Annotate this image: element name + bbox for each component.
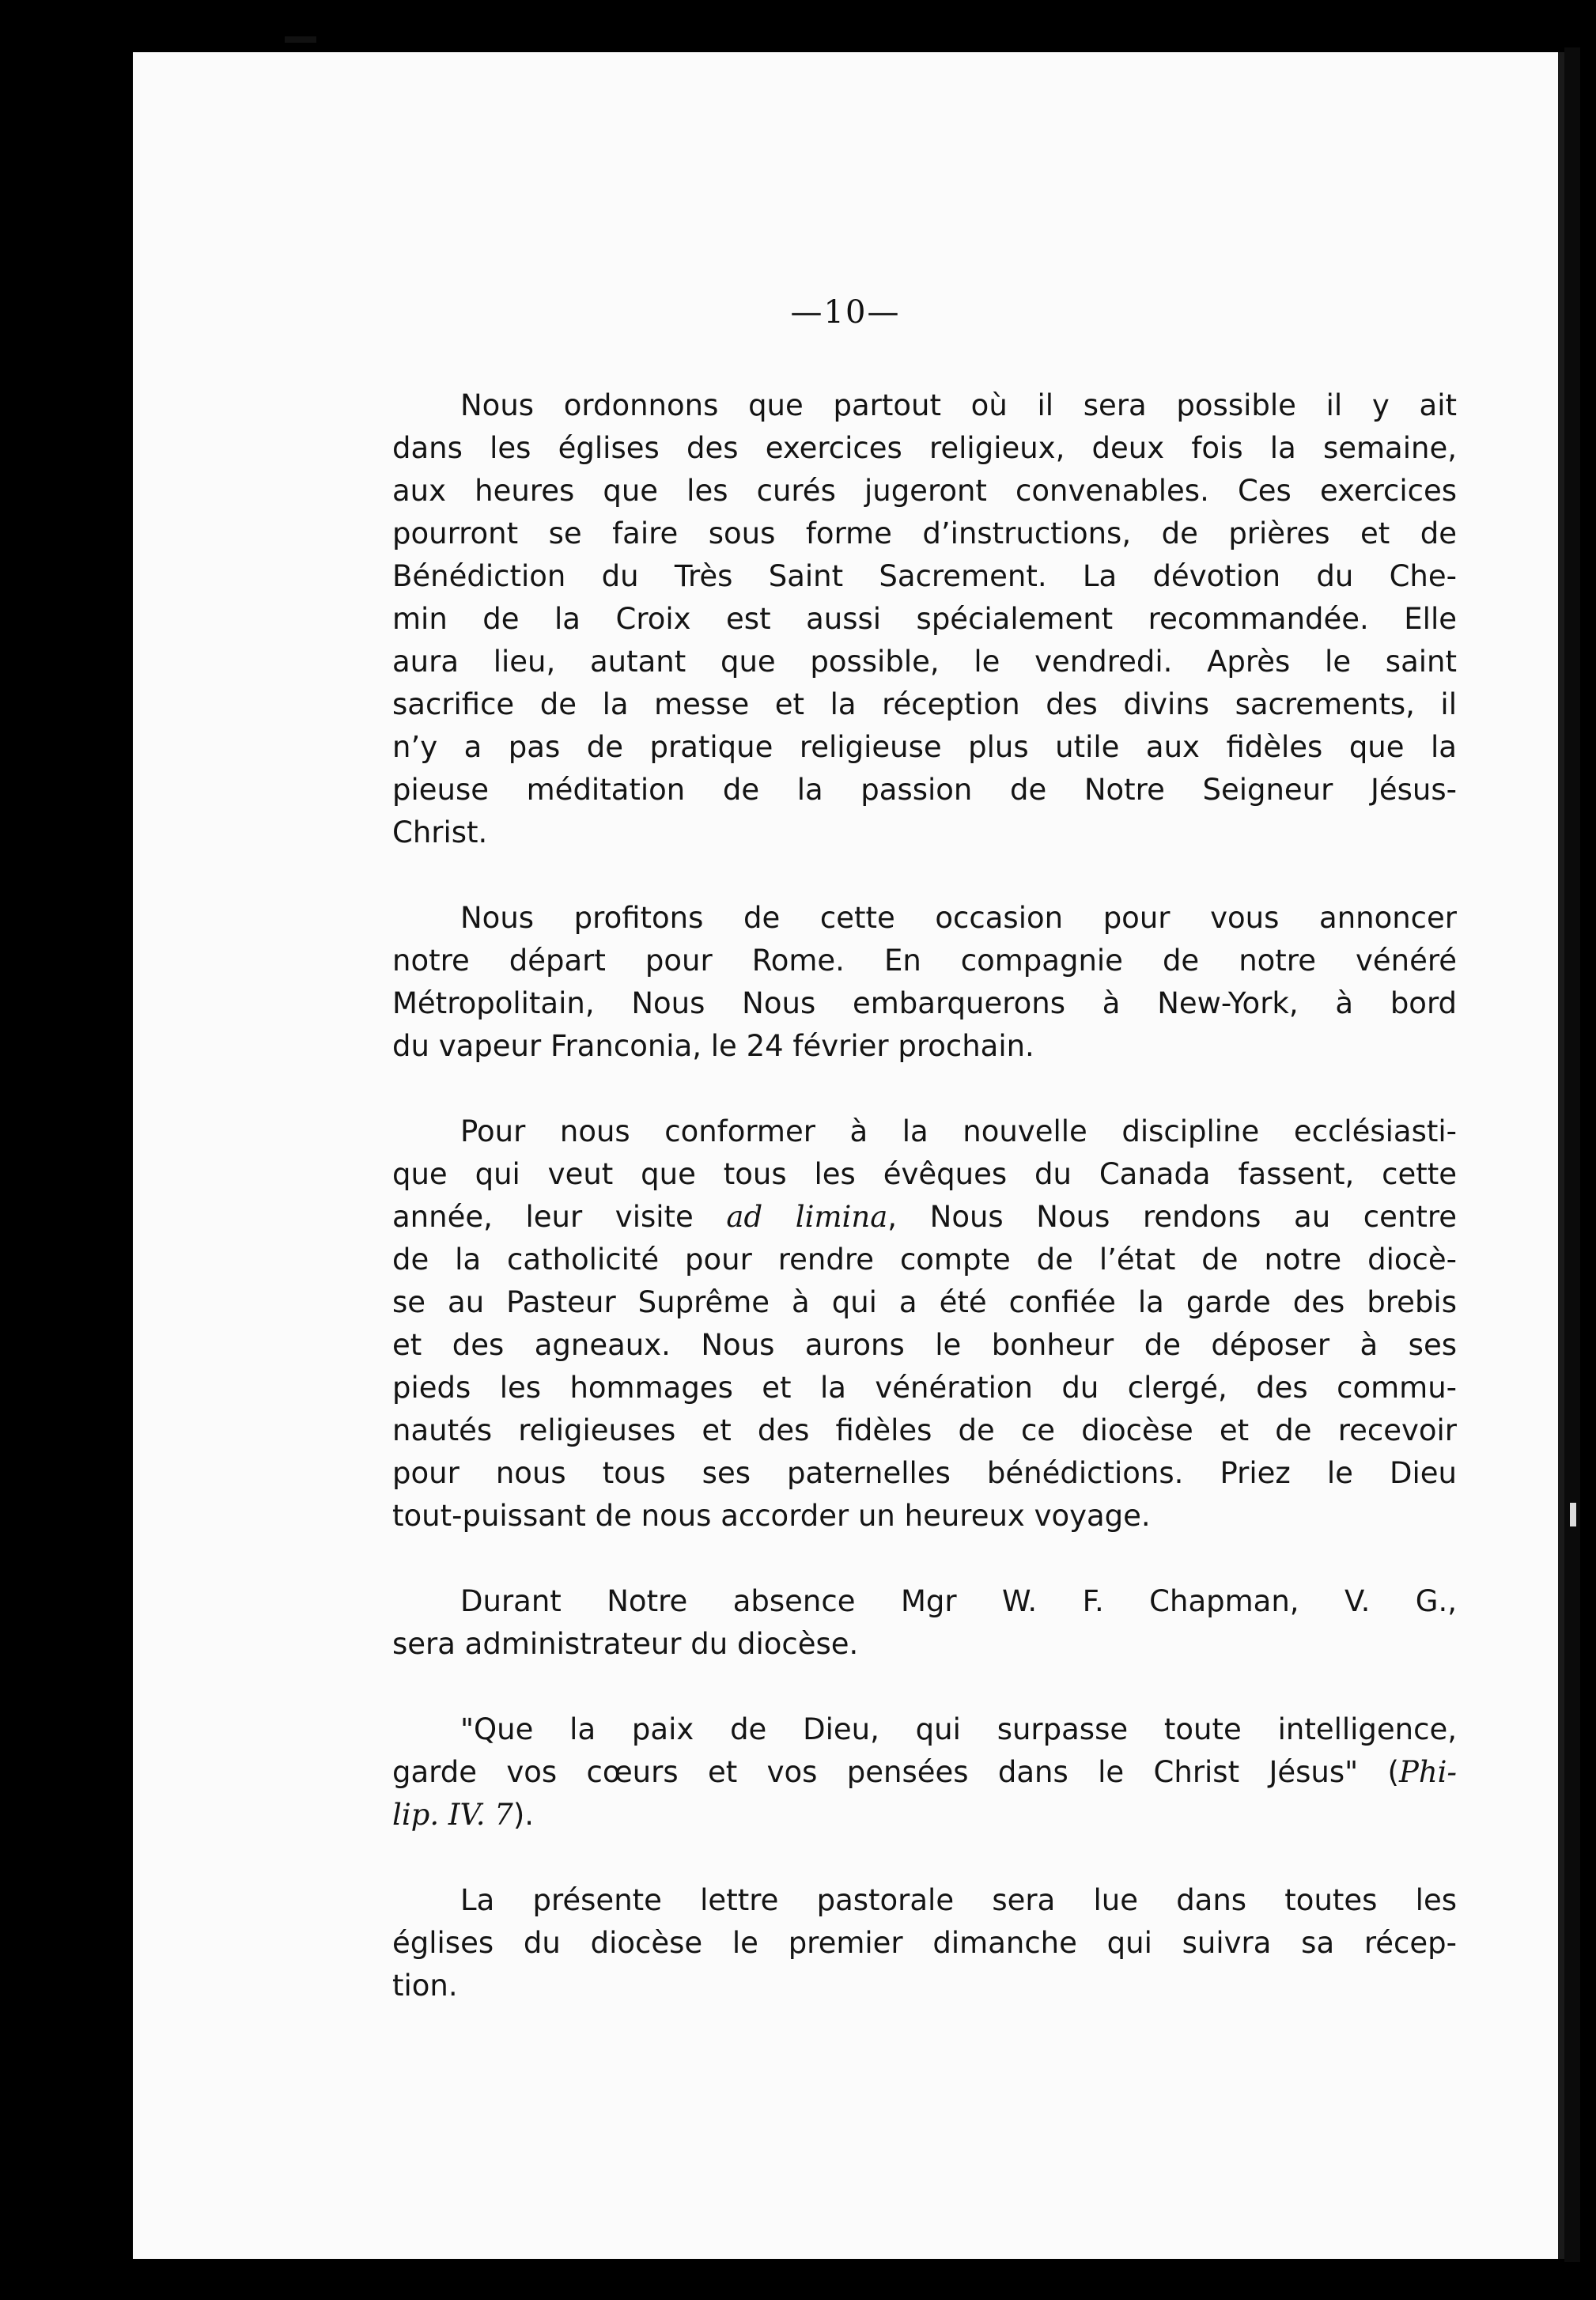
text-line: Bénédiction du Très Saint Sacrement. La dévotion du Che- (392, 559, 1457, 593)
text-fragment: , Nous Nous rendons au centre (887, 1200, 1458, 1234)
text-line: pour nous tous ses paternelles bénédictions. Priez le Dieu (392, 1456, 1457, 1490)
italic-citation: Phi- (1398, 1755, 1457, 1789)
text-line: Christ. (392, 815, 488, 849)
text-line: tout-puissant de nous accorder un heureux voyage. (392, 1499, 1151, 1533)
text-line: du vapeur Franconia, le 24 février prochain. (392, 1029, 1034, 1063)
text-fragment: garde vos cœurs et vos pensées dans le Christ Jésus" ( (392, 1755, 1399, 1789)
text-fragment: ). (512, 1798, 535, 1832)
text-line: Pour nous conformer à la nouvelle discipline ecclésiasti- (460, 1114, 1457, 1148)
text-line: sacrifice de la messe et la réception des divins sacrements, il (392, 687, 1457, 721)
text-line: de la catholicité pour rendre compte de l’état de notre diocè- (392, 1243, 1457, 1277)
body-text (392, 384, 1457, 2007)
text-line: que qui veut que tous les évêques du Canada fassent, cette (392, 1157, 1457, 1191)
text-line (392, 1751, 1457, 1794)
page-edge (1564, 47, 1580, 2262)
text-line: pourront se faire sous forme d’instructions, de prières et de (392, 516, 1457, 550)
scanned-page (133, 52, 1564, 2259)
text-line (392, 1196, 1457, 1239)
text-line: et des agneaux. Nous aurons le bonheur de déposer à ses (392, 1328, 1457, 1362)
italic-citation: lip. IV. 7 (392, 1798, 513, 1832)
paragraph-3 (392, 1110, 1457, 1538)
text-line: aux heures que les curés jugeront convenables. Ces exercices (392, 474, 1457, 508)
text-line: tion. (392, 1969, 458, 2003)
paragraph-4 (392, 1580, 1457, 1666)
text-line: n’y a pas de pratique religieuse plus utile aux fidèles que la (392, 730, 1457, 764)
page-number: —10— (790, 294, 901, 331)
text-line: Nous profitons de cette occasion pour vous annoncer (460, 901, 1457, 935)
text-line: min de la Croix est aussi spécialement recommandée. Elle (392, 602, 1457, 636)
text-line: dans les églises des exercices religieux, deux fois la semaine, (392, 431, 1457, 465)
text-line: églises du diocèse le premier dimanche qui suivra sa récep- (392, 1926, 1457, 1960)
text-line (392, 1794, 1457, 1837)
text-line: "Que la paix de Dieu, qui surpasse toute intelligence, (460, 1712, 1457, 1746)
scan-artifact (285, 36, 316, 43)
text-line: notre départ pour Rome. En compagnie de notre vénéré (392, 944, 1457, 978)
text-line: Nous ordonnons que partout où il sera possible il y ait (460, 388, 1457, 422)
text-line: Durant Notre absence Mgr W. F. Chapman, V. G., (460, 1584, 1457, 1618)
text-line: nautés religieuses et des fidèles de ce diocèse et de recevoir (392, 1413, 1457, 1447)
text-line: se au Pasteur Suprême à qui a été confiée la garde des brebis (392, 1285, 1457, 1319)
italic-term: ad limina (726, 1200, 888, 1234)
scan-artifact (1570, 1503, 1576, 1526)
text-line: aura lieu, autant que possible, le vendredi. Après le saint (392, 645, 1457, 679)
text-line: sera administrateur du diocèse. (392, 1627, 859, 1661)
paragraph-2 (392, 897, 1457, 1068)
text-fragment: année, leur visite (392, 1200, 727, 1234)
text-line: Métropolitain, Nous Nous embarquerons à New-York, à bord (392, 986, 1457, 1020)
text-line: La présente lettre pastorale sera lue dans toutes les (460, 1883, 1457, 1917)
text-line: pieuse méditation de la passion de Notre Seigneur Jésus- (392, 773, 1457, 807)
paragraph-5 (392, 1708, 1457, 1837)
text-line: pieds les hommages et la vénération du clergé, des commu- (392, 1371, 1457, 1405)
paragraph-1 (392, 384, 1457, 854)
paragraph-6 (392, 1879, 1457, 2007)
